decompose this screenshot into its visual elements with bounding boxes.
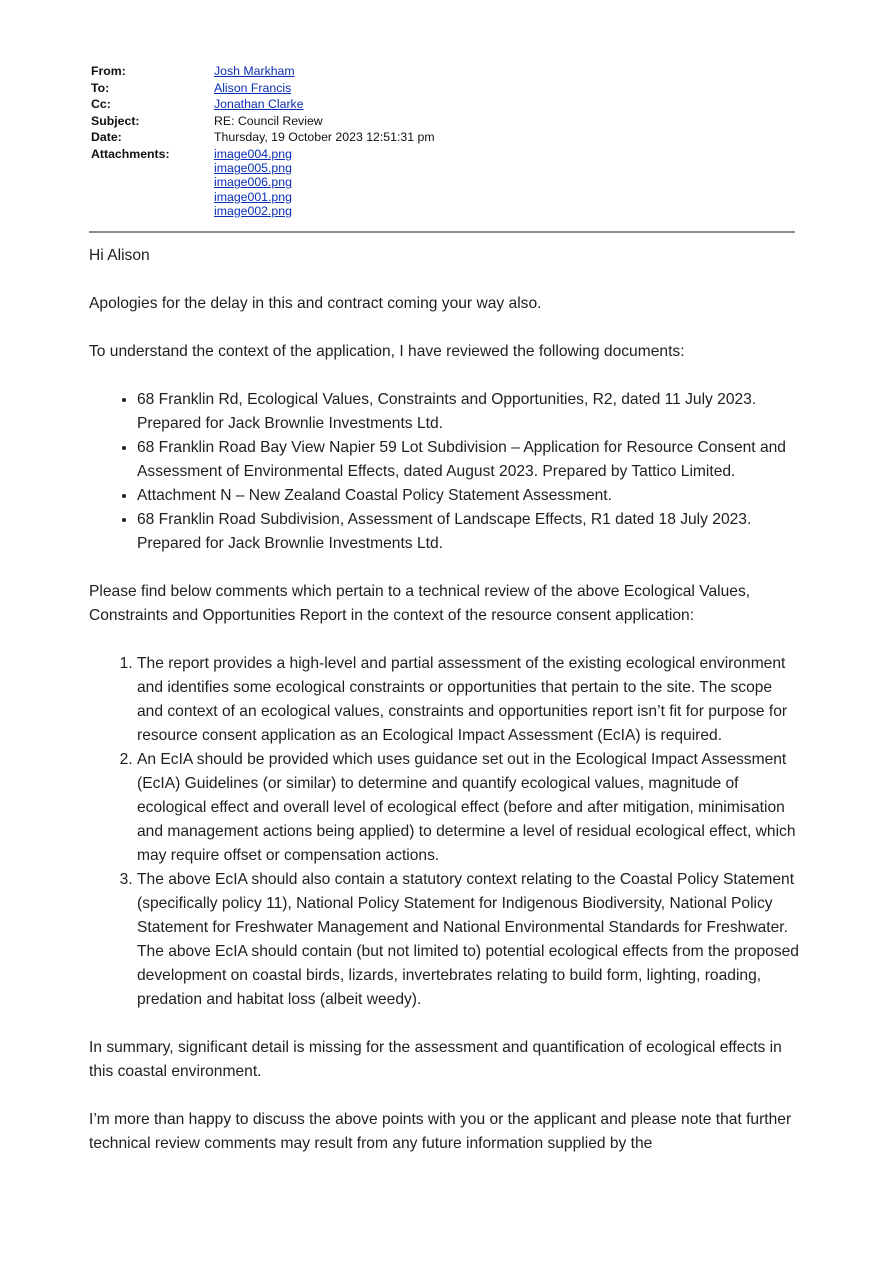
list-item: • 68 Franklin Road Subdivision, Assessment of Landscape Effects, R1 dated 18 July 2023. Prepared for Jack Brownlie Investments Ltd.: [137, 508, 799, 556]
paragraph: Please find below comments which pertain to a technical review of the above Ecological Values, Constraints and Opportunities Report in the context of the resource consent application:: [89, 583, 751, 624]
subject-value: RE: Council Review: [214, 113, 323, 128]
list-item: • 68 Franklin Rd, Ecological Values, Constraints and Opportunities, R2, dated 11 July 2023. Prepared for Jack Brownlie Investments Ltd.: [137, 388, 799, 436]
paragraph: I’m more than happy to discuss the above points with you or the applicant and please note that further technical review comments may result from any future information supplied by the: [89, 1111, 792, 1152]
attachment-link[interactable]: image005.png: [214, 161, 292, 176]
attachments-row: [91, 146, 794, 218]
from-label: From:: [91, 64, 126, 78]
list-item: 2. An EcIA should be provided which uses guidance set out in the Ecological Impact Assessment (EcIA) Guidelines (or similar) to determine and quantify ecological values, magnitude of ecological effect and overall level of ecological effect (before and after mitigation, minimisation and management actions being applied) to determine a level of residual ecological effect, which may require offset or compensation actions.: [137, 748, 799, 868]
paragraph: In summary, significant detail is missing for the assessment and quantification of ecological effects in this coastal environment.: [89, 1039, 782, 1080]
paragraph: Apologies for the delay in this and contract coming your way also.: [89, 295, 542, 312]
list-item: 1. The report provides a high-level and partial assessment of the existing ecological environment and identifies some ecological constraints or opportunities that pertain to the site. The scope and context of an ecological values, constraints and opportunities report isn’t fit for purpose for resource consent application as an Ecological Impact Assessment (EcIA) is required.: [137, 652, 799, 748]
attachment-link[interactable]: image006.png: [214, 175, 292, 190]
to-link[interactable]: Alison Francis: [214, 80, 292, 95]
email-header: [91, 63, 794, 218]
subject-label: Subject:: [91, 113, 140, 128]
date-value: Thursday, 19 October 2023 12:51:31 pm: [214, 130, 435, 145]
attachments-list: [214, 147, 292, 218]
email-body: [89, 244, 799, 1180]
greeting: Hi Alison: [89, 247, 150, 264]
attachments-label: Attachments:: [91, 146, 170, 161]
cc-link[interactable]: Jonathan Clarke: [214, 97, 304, 112]
from-link[interactable]: Josh Markham: [214, 64, 295, 78]
header-divider: [89, 231, 795, 233]
attachment-link[interactable]: image004.png: [214, 146, 292, 161]
cc-label: Cc:: [91, 97, 111, 112]
subject-row: [91, 113, 794, 130]
date-row: [91, 129, 794, 146]
paragraph: To understand the context of the application, I have reviewed the following documents:: [89, 343, 685, 360]
review-points-list: [89, 652, 799, 1012]
attachment-link[interactable]: image001.png: [214, 189, 292, 204]
from-row: [91, 63, 794, 80]
attachment-link[interactable]: image002.png: [214, 203, 292, 218]
list-item: • 68 Franklin Road Bay View Napier 59 Lot Subdivision – Application for Resource Consent and Assessment of Environmental Effects, dated August 2023. Prepared by Tattico Limited.: [137, 436, 799, 484]
documents-list: [89, 388, 799, 556]
list-item: • Attachment N – New Zealand Coastal Policy Statement Assessment.: [137, 484, 799, 508]
date-label: Date:: [91, 130, 122, 145]
list-item: 3. The above EcIA should also contain a statutory context relating to the Coastal Policy Statement (specifically policy 11), National Policy Statement for Indigenous Biodiversity, National Policy Statement for Freshwater Management and National Environmental Standards for Freshwater. The above EcIA should contain (but not limited to) potential ecological effects from the proposed development on coastal birds, lizards, invertebrates relating to build form, lighting, roading, predation and habitat loss (albeit weedy).: [137, 868, 799, 1012]
to-label: To:: [91, 80, 110, 95]
to-row: [91, 80, 794, 97]
cc-row: [91, 96, 794, 113]
